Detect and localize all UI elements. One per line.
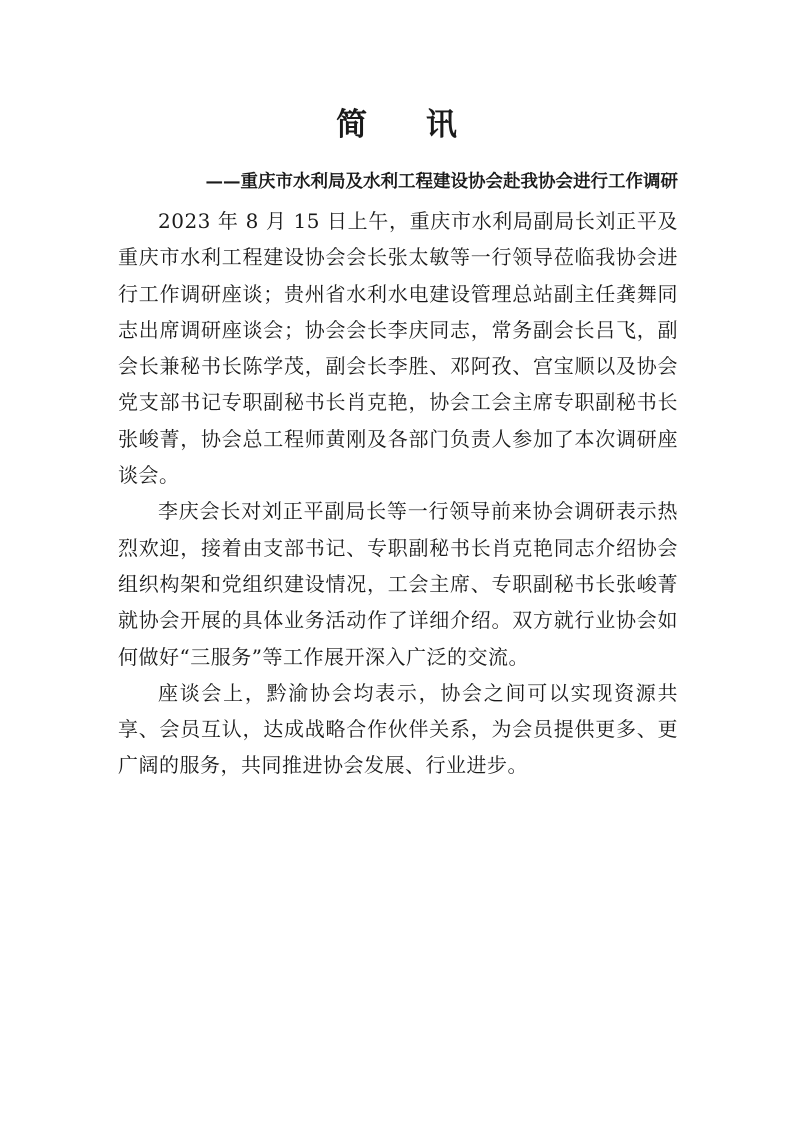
- body-paragraph: 2023 年 8 月 15 日上午，重庆市水利局副局长刘正平及重庆市水利工程建设协会会长张太敏等一行领导莅临我协会进行工作调研座谈；贵州省水利水电建设管理总站副主任龚舞同志出席调研座谈会；协会会长李庆同志，常务副会长吕飞，副会长兼秘书长陈学茂，副会长李胜、邓阿孜、宫宝顺以及协会党支部书记专职副秘书长肖克艳，协会工会主席专职副秘书长张峻菁，协会总工程师黄刚及各部门负责人参加了本次调研座谈会。: [118, 209, 678, 488]
- body-paragraph: 座谈会上，黔渝协会均表示，协会之间可以实现资源共享、会员互认，达成战略合作伙伴关系，为会员提供更多、更广阔的服务，共同推进协会发展、行业进步。: [118, 680, 678, 778]
- document-body: [118, 203, 678, 784]
- document-title: 简 讯: [336, 107, 481, 143]
- body-paragraph: 李庆会长对刘正平副局长等一行领导前来协会调研表示热烈欢迎，接着由支部书记、专职副秘书长肖克艳同志介绍协会组织构架和党组织建设情况，工会主席、专职副秘书长张峻菁就协会开展的具体业务活动作了详细介绍。双方就行业协会如何做好“三服务”等工作展开深入广泛的交流。: [118, 499, 678, 669]
- document-subtitle: ——重庆市水利局及水利工程建设协会赴我协会进行工作调研: [205, 172, 678, 192]
